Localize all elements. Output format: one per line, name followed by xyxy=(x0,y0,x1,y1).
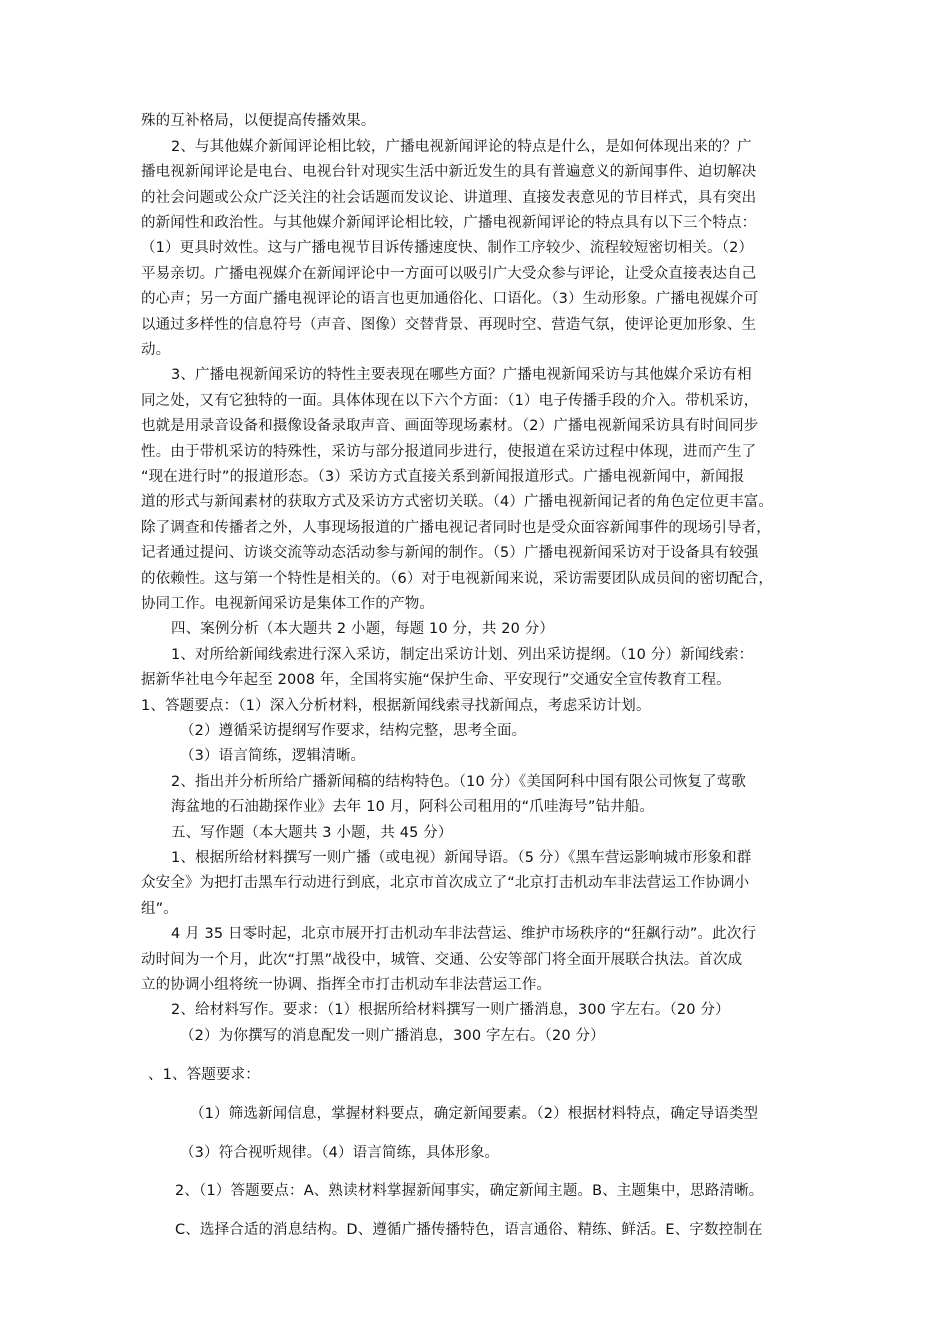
text-line: “现在进行时”的报道形态。（3）采访方式直接关系到新闻报道形式。广播电视新闻中，新闻报 xyxy=(141,469,745,485)
text-line: 海盆地的石油勘探作业》去年 10 月，阿科公司租用的“爪哇海号”钻井船。 xyxy=(171,799,655,815)
text-line: （2）遵循采访提纲写作要求，结构完整，思考全面。 xyxy=(180,723,527,739)
text-line: （3）符合视听规律。（4）语言简练，具体形象。 xyxy=(180,1145,500,1161)
text-line: 协同工作。电视新闻采访是集体工作的产物。 xyxy=(141,596,434,612)
text-line: 的心声；另一方面广播电视评论的语言也更加通俗化、口语化。（3）生动形象。广播电视媒介可 xyxy=(141,291,759,307)
text-line: 据新华社电今年起至 2008 年，全国将实施“保护生命、平安现行”交通安全宣传教育工程。 xyxy=(141,672,731,688)
text-line: 2、（1）答题要点：A、熟读材料掌握新闻事实，确定新闻主题。B、主题集中，思路清晰。 xyxy=(175,1183,764,1199)
section-heading: 四、案例分析（本大题共 2 小题，每题 10 分，共 20 分） xyxy=(171,621,555,637)
text-line: （2）为你撰写的消息配发一则广播消息，300 字左右。（20 分） xyxy=(180,1028,605,1044)
text-line: 性。由于带机采访的特殊性，采访与部分报道同步进行，使报道在采访过程中体现，进而产生了 xyxy=(141,444,757,460)
text-line: 平易亲切。广播电视媒介在新闻评论中一方面可以吸引广大受众参与评论，让受众直接表达自己 xyxy=(141,266,757,282)
text-line: 以通过多样性的信息符号（声音、图像）交替背景、再现时空、营造气氛，使评论更加形象、生 xyxy=(141,317,757,333)
text-line: 众安全》为把打击黑车行动进行到底，北京市首次成立了“北京打击机动车非法营运工作协调小 xyxy=(141,875,750,891)
text-line: 的社会问题或公众广泛关注的社会话题而发议论、讲道理、直接发表意见的节目样式，具有突出 xyxy=(141,190,757,206)
text-line: 1、对所给新闻线索进行深入采访，制定出采访计划、列出采访提纲。（10 分）新闻线索： xyxy=(171,647,754,663)
text-line: 道的形式与新闻素材的获取方式及采访方式密切关联。（4）广播电视新闻记者的角色定位更丰富。 xyxy=(141,494,774,510)
text-line: 、1、答题要求： xyxy=(148,1067,260,1083)
text-line: （1）更具时效性。这与广播电视节目诉传播速度快、制作工序较少、流程较短密切相关。（2） xyxy=(141,240,754,256)
text-line: 1、根据所给材料撰写一则广播（或电视）新闻导语。（5 分）《黑车营运影响城市形象和群 xyxy=(171,850,752,866)
text-line: 的新闻性和政治性。与其他媒介新闻评论相比较，广播电视新闻评论的特点具有以下三个特点： xyxy=(141,215,757,231)
text-line: 的依赖性。这与第一个特性是相关的。（6）对于电视新闻来说，采访需要团队成员间的密切配合， xyxy=(141,571,774,587)
text-line: 4 月 35 日零时起，北京市展开打击机动车非法营运、维护市场秩序的“狂飙行动”。此次行 xyxy=(171,926,757,942)
text-line: 3、广播电视新闻采访的特性主要表现在哪些方面？广播电视新闻采访与其他媒介采访有相 xyxy=(171,367,752,383)
text-line: 殊的互补格局，以便提高传播效果。 xyxy=(141,113,376,129)
text-line: 2、指出并分析所给广播新闻稿的结构特色。（10 分）《美国阿科中国有限公司恢复了莺歌 xyxy=(171,774,747,790)
text-line: 2、与其他媒介新闻评论相比较，广播电视新闻评论的特点是什么，是如何体现出来的？广 xyxy=(171,139,752,155)
text-line: 2、给材料写作。要求：（1）根据所给材料撰写一则广播消息，300 字左右。（20 分） xyxy=(171,1002,730,1018)
text-line: 同之处，又有它独特的一面。具体体现在以下六个方面：（1）电子传播手段的介入。带机采访， xyxy=(141,393,759,409)
text-line: 除了调查和传播者之外，人事现场报道的广播电视记者同时也是受众面容新闻事件的现场引导者， xyxy=(141,520,771,536)
section-heading: 五、写作题（本大题共 3 小题，共 45 分） xyxy=(171,825,453,841)
text-line: 动时间为一个月，此次“打黑”战役中，城管、交通、公安等部门将全面开展联合执法。首次成 xyxy=(141,952,743,968)
text-line: 也就是用录音设备和摄像设备录取声音、画面等现场素材。（2）广播电视新闻采访具有时间同步 xyxy=(141,418,759,434)
text-line: 组”。 xyxy=(141,901,178,917)
text-line: （3）语言简练，逻辑清晰。 xyxy=(180,748,366,764)
text-line: （1）筛选新闻信息，掌握材料要点，确定新闻要素。（2）根据材料特点，确定导语类型 xyxy=(190,1106,759,1122)
text-line: 动。 xyxy=(141,342,171,358)
text-line: 1、答题要点：（1）深入分析材料，根据新闻线索寻找新闻点，考虑采访计划。 xyxy=(141,698,651,714)
text-line: 播电视新闻评论是电台、电视台针对现实生活中新近发生的具有普遍意义的新闻事件、迫切解决 xyxy=(141,164,757,180)
text-line: C、选择合适的消息结构。D、遵循广播传播特色，语言通俗、精练、鲜活。E、字数控制在 xyxy=(175,1222,763,1238)
text-line: 记者通过提问、访谈交流等动态活动参与新闻的制作。（5）广播电视新闻采访对于设备具有较强 xyxy=(141,545,759,561)
text-line: 立的协调小组将统一协调、指挥全市打击机动车非法营运工作。 xyxy=(141,977,552,993)
